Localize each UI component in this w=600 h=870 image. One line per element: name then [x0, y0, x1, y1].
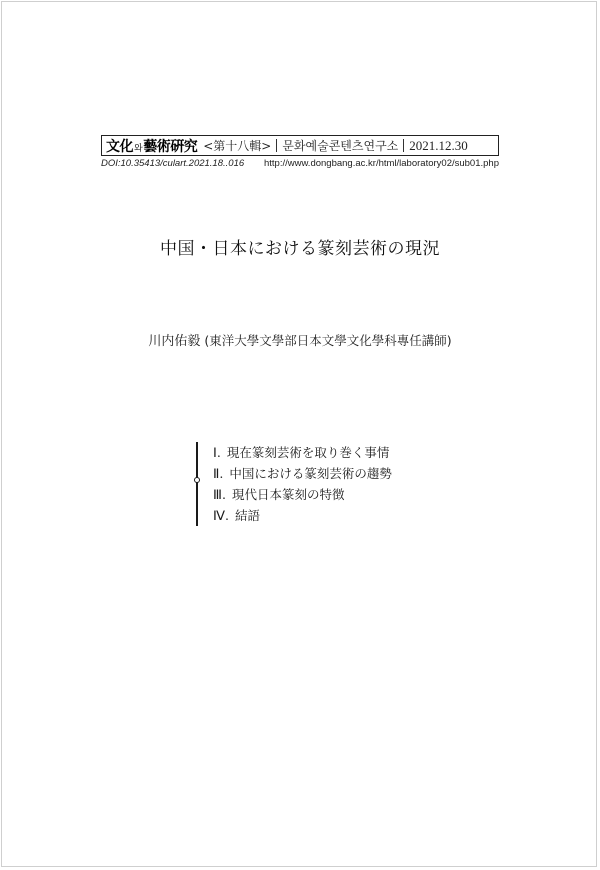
toc-item-number: Ⅲ [213, 487, 222, 502]
toc-item-number: Ⅰ [213, 445, 217, 460]
doi-text: DOI:10.35413/culart.2021.18..016 [101, 158, 245, 169]
toc-item-label: 現在篆刻芸術を取り巻く事情 [226, 445, 390, 460]
journal-logo-text2: 藝術硏究 [143, 138, 198, 155]
paper-title: 中国・日本における篆刻芸術の現況 [160, 239, 440, 259]
toc-bullet-icon [194, 477, 200, 483]
journal-logo-text: 文化 [106, 138, 133, 155]
toc-item-dot: . [225, 508, 229, 523]
toc-item-label: 現代日本篆刻の特徴 [231, 487, 345, 502]
toc-vertical-rule [196, 442, 198, 480]
journal-logo [106, 136, 197, 156]
toc-item-dot: . [216, 445, 221, 460]
header-separator [276, 139, 277, 152]
journal-org: 문화예술콘텐츠연구소 [282, 139, 399, 153]
journal-issue: <第十八輯> [203, 139, 272, 153]
toc-item-number: Ⅳ [213, 508, 225, 523]
toc-item-label: 結語 [234, 508, 260, 523]
page-border [1, 1, 597, 867]
journal-date: 2021.12.30 [409, 137, 468, 153]
header-separator [403, 139, 404, 152]
author-line [0, 330, 600, 349]
author-affiliation: (東洋大學文學部日本文學文化學科專任講師) [204, 333, 452, 348]
author-name: 川内佑毅 [148, 334, 201, 349]
toc-item-dot: . [221, 487, 226, 502]
toc-item-dot: . [219, 466, 224, 481]
journal-url[interactable]: http://www.dongbang.ac.kr/html/laboratory02/sub01.php [263, 158, 499, 169]
toc-list [213, 443, 392, 527]
toc-item [213, 443, 392, 464]
toc-item-number: Ⅱ [213, 466, 220, 481]
toc-item-label: 中国における篆刻芸術の趨勢 [229, 466, 392, 481]
toc-item [213, 485, 392, 506]
toc-item [213, 464, 392, 485]
toc-item [213, 506, 392, 527]
journal-header-box [101, 135, 499, 156]
table-of-contents [196, 442, 456, 526]
journal-logo-wa: 와 [134, 143, 143, 154]
toc-vertical-rule [196, 482, 198, 526]
